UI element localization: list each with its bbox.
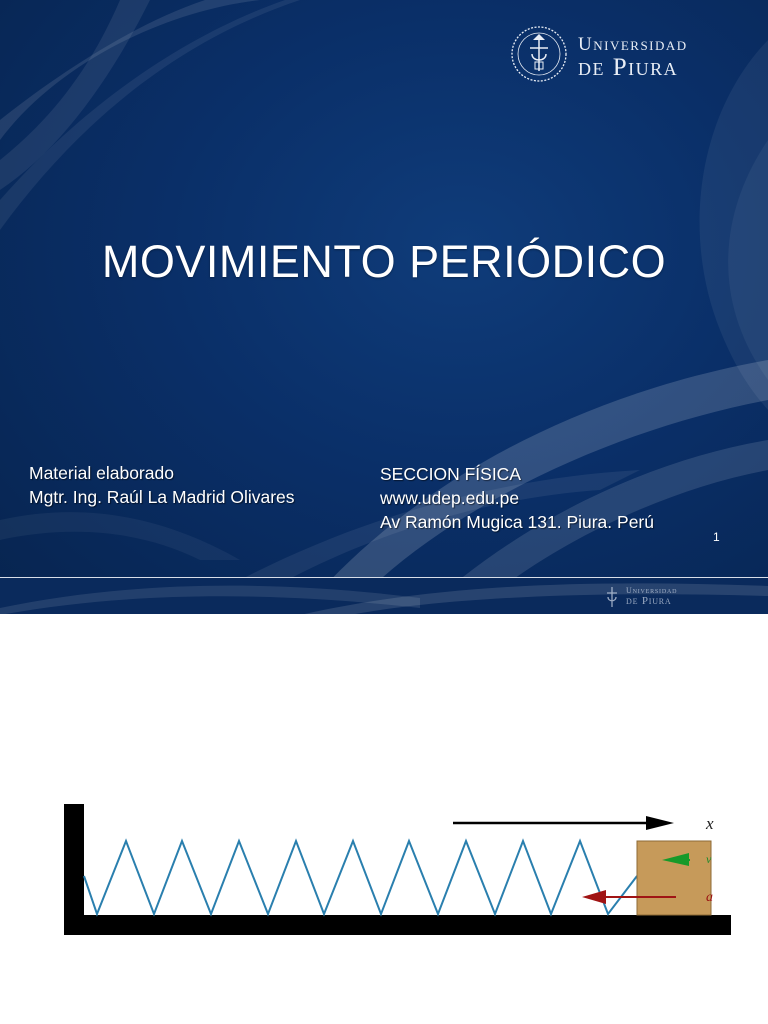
university-seal-icon bbox=[508, 16, 570, 92]
velocity-label: v bbox=[706, 852, 712, 866]
logo-line-1: Universidad bbox=[578, 34, 688, 55]
spring-mass-diagram bbox=[0, 614, 768, 1024]
mass-block bbox=[637, 841, 711, 915]
logo-line-2: de Piura bbox=[578, 54, 679, 81]
slide-title: MOVIMIENTO PERIÓDICO bbox=[101, 236, 667, 287]
footer-logo-line-2: de Piura bbox=[626, 595, 672, 607]
website-link[interactable]: www.udep.edu.pe bbox=[380, 488, 520, 508]
acceleration-label: a bbox=[706, 890, 713, 905]
spring-mass-slide bbox=[0, 614, 768, 1024]
universidad-de-piura-logo bbox=[508, 16, 708, 92]
author-block bbox=[29, 461, 295, 509]
floor bbox=[64, 915, 731, 935]
author-line-2: Mgtr. Ing. Raúl La Madrid Olivares bbox=[29, 487, 295, 507]
spring bbox=[84, 841, 637, 914]
address-line: Av Ramón Mugica 131. Piura. Perú bbox=[380, 512, 654, 532]
page-number: 1 bbox=[713, 530, 720, 544]
footer-strip bbox=[0, 577, 768, 614]
footer-logo-line-1: Universidad bbox=[626, 586, 678, 595]
footer-seal-icon bbox=[604, 585, 620, 609]
author-line-1: Material elaborado bbox=[29, 463, 174, 483]
x-axis-label: x bbox=[706, 814, 714, 833]
institution-block bbox=[380, 462, 654, 534]
footer-logo bbox=[604, 584, 714, 610]
x-axis-arrowhead bbox=[646, 816, 674, 830]
section-name: SECCION FÍSICA bbox=[380, 464, 521, 484]
wall bbox=[64, 804, 84, 934]
acceleration-arrowhead bbox=[582, 890, 606, 904]
